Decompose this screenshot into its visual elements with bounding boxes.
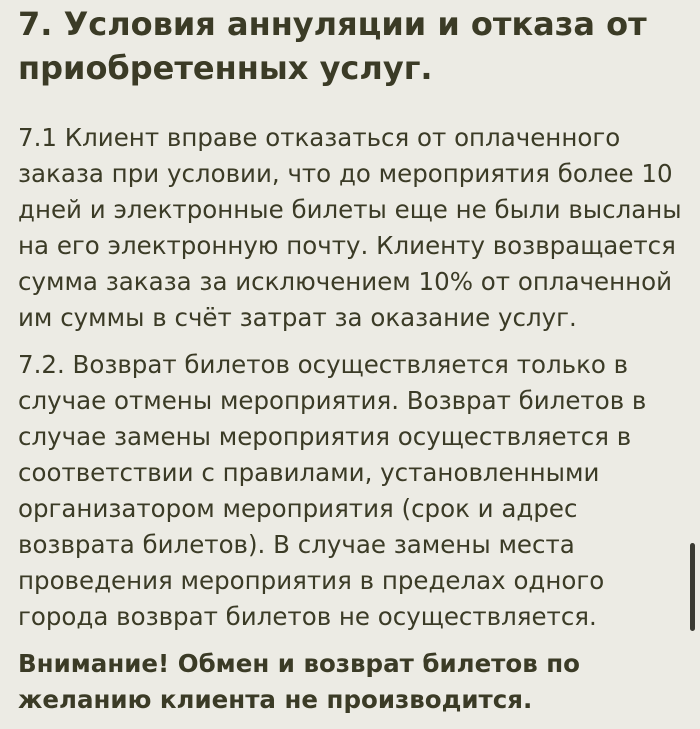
notice-text: Внимание! Обмен и возврат билетов по желанию клиента не производится. [18, 649, 581, 714]
clause-7-1: 7.1 Клиент вправе отказаться от оплаченного заказа при условии, что до мероприятия более 10 дней и электронные билеты еще не были высланы на его электронную почту. Клиенту возвращается сумма заказа за исключением 10% от оплаченной им суммы в счёт затрат за оказание услуг. [18, 123, 682, 332]
section-title: 7. Условия аннуляции и отказа от приобретенных услуг. [18, 5, 647, 87]
document-content [18, 0, 682, 718]
scrollbar-thumb[interactable] [690, 543, 695, 631]
clause-7-2: 7.2. Возврат билетов осуществляется только в случае отмены мероприятия. Возврат билетов в случае замены мероприятия осуществляется в соответствии с правилами, установленными организатором мероприятия (срок и адрес возврата билетов). В случае замены места проведения мероприятия в пределах одного города возврат билетов не осуществляется. [18, 350, 647, 631]
